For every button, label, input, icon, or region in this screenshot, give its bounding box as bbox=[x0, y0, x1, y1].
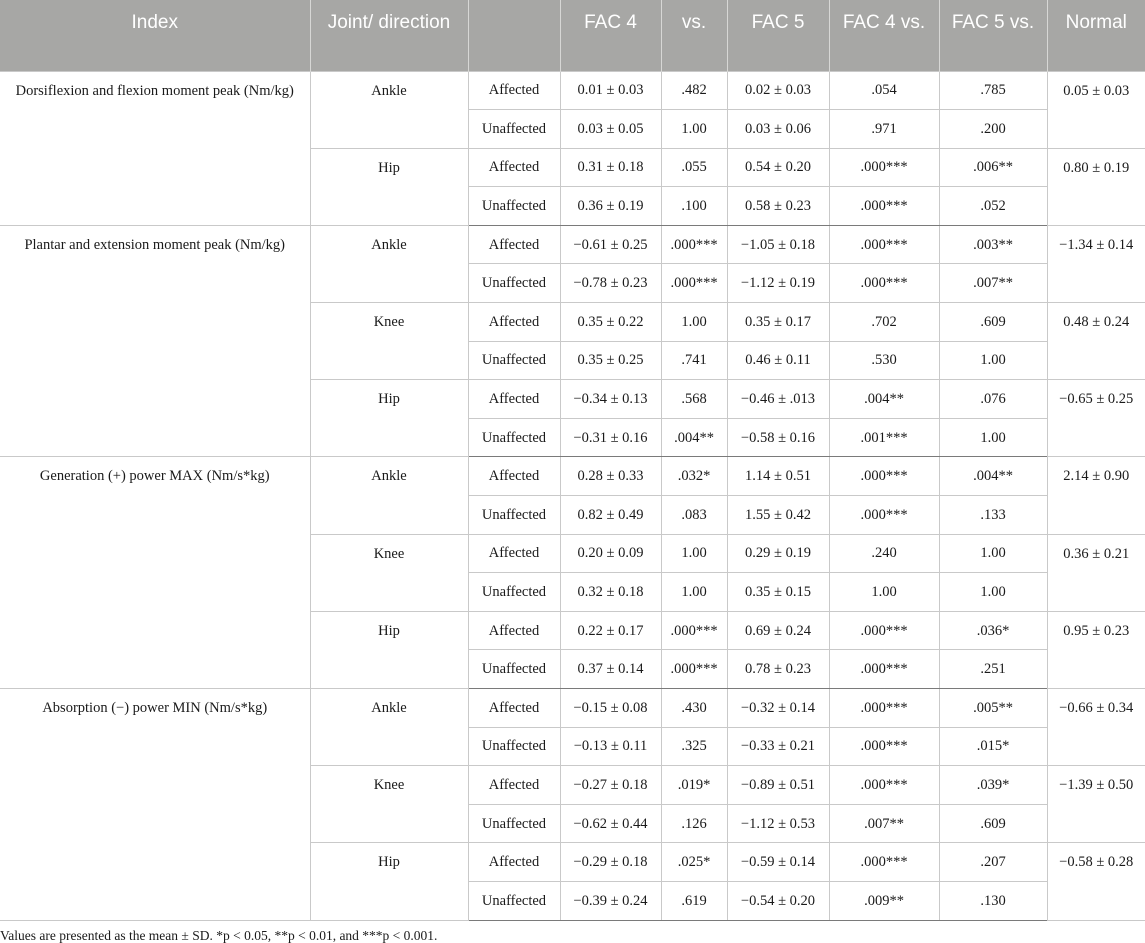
fac5-cell: −0.46 ± .013 bbox=[727, 380, 829, 419]
fac4-cell: −0.31 ± 0.16 bbox=[560, 418, 661, 457]
fac5-vs-cell: 1.00 bbox=[939, 573, 1047, 612]
normal-cell: 0.95 ± 0.23 bbox=[1047, 611, 1145, 688]
header-fac5: FAC 5 bbox=[727, 0, 829, 71]
fac5-vs-cell: .007** bbox=[939, 264, 1047, 303]
vs-cell: .482 bbox=[661, 71, 727, 110]
fac5-cell: 0.69 ± 0.24 bbox=[727, 611, 829, 650]
vs-cell: .430 bbox=[661, 689, 727, 728]
side-cell: Affected bbox=[468, 457, 560, 496]
fac4-vs-cell: .009** bbox=[829, 881, 939, 920]
vs-cell: .032* bbox=[661, 457, 727, 496]
side-cell: Unaffected bbox=[468, 496, 560, 535]
fac4-vs-cell: .000*** bbox=[829, 611, 939, 650]
fac5-vs-cell: .130 bbox=[939, 881, 1047, 920]
side-cell: Unaffected bbox=[468, 804, 560, 843]
vs-cell: .126 bbox=[661, 804, 727, 843]
side-cell: Unaffected bbox=[468, 187, 560, 226]
fac4-vs-cell: .000*** bbox=[829, 727, 939, 766]
fac4-cell: −0.27 ± 0.18 bbox=[560, 766, 661, 805]
table-row bbox=[0, 457, 1145, 496]
header-fac5-vs: FAC 5 vs. bbox=[939, 0, 1047, 71]
normal-cell: −1.34 ± 0.14 bbox=[1047, 225, 1145, 302]
fac4-cell: 0.31 ± 0.18 bbox=[560, 148, 661, 187]
header-side bbox=[468, 0, 560, 71]
fac4-cell: −0.61 ± 0.25 bbox=[560, 225, 661, 264]
fac5-vs-cell: .609 bbox=[939, 303, 1047, 342]
vs-cell: 1.00 bbox=[661, 573, 727, 612]
vs-cell: .083 bbox=[661, 496, 727, 535]
header-normal: Normal bbox=[1047, 0, 1145, 71]
fac4-cell: −0.34 ± 0.13 bbox=[560, 380, 661, 419]
fac4-vs-cell: .000*** bbox=[829, 264, 939, 303]
side-cell: Affected bbox=[468, 689, 560, 728]
index-cell: Dorsiflexion and flexion moment peak (Nm/kg) bbox=[0, 71, 310, 225]
vs-cell: 1.00 bbox=[661, 110, 727, 149]
fac5-cell: 1.55 ± 0.42 bbox=[727, 496, 829, 535]
fac4-cell: −0.78 ± 0.23 bbox=[560, 264, 661, 303]
table-row bbox=[0, 689, 1145, 728]
vs-cell: .000*** bbox=[661, 611, 727, 650]
fac5-cell: −0.54 ± 0.20 bbox=[727, 881, 829, 920]
fac4-vs-cell: .000*** bbox=[829, 843, 939, 882]
side-cell: Unaffected bbox=[468, 573, 560, 612]
fac5-vs-cell: .200 bbox=[939, 110, 1047, 149]
joint-cell: Hip bbox=[310, 843, 468, 920]
vs-cell: 1.00 bbox=[661, 303, 727, 342]
side-cell: Unaffected bbox=[468, 341, 560, 380]
side-cell: Unaffected bbox=[468, 418, 560, 457]
table-body bbox=[0, 71, 1145, 920]
joint-cell: Knee bbox=[310, 766, 468, 843]
vs-cell: .000*** bbox=[661, 225, 727, 264]
header-joint: Joint/ direction bbox=[310, 0, 468, 71]
fac5-cell: 0.35 ± 0.15 bbox=[727, 573, 829, 612]
fac5-vs-cell: .133 bbox=[939, 496, 1047, 535]
index-cell: Generation (+) power MAX (Nm/s*kg) bbox=[0, 457, 310, 689]
vs-cell: .619 bbox=[661, 881, 727, 920]
joint-cell: Ankle bbox=[310, 457, 468, 534]
side-cell: Unaffected bbox=[468, 881, 560, 920]
fac5-cell: 0.46 ± 0.11 bbox=[727, 341, 829, 380]
fac4-vs-cell: .007** bbox=[829, 804, 939, 843]
fac5-vs-cell: .785 bbox=[939, 71, 1047, 110]
vs-cell: .000*** bbox=[661, 264, 727, 303]
fac4-cell: −0.13 ± 0.11 bbox=[560, 727, 661, 766]
fac5-vs-cell: 1.00 bbox=[939, 534, 1047, 573]
fac4-vs-cell: .000*** bbox=[829, 766, 939, 805]
fac5-cell: 1.14 ± 0.51 bbox=[727, 457, 829, 496]
fac5-vs-cell: 1.00 bbox=[939, 341, 1047, 380]
fac4-vs-cell: .000*** bbox=[829, 187, 939, 226]
fac4-cell: 0.22 ± 0.17 bbox=[560, 611, 661, 650]
fac4-vs-cell: .000*** bbox=[829, 457, 939, 496]
fac5-vs-cell: .006** bbox=[939, 148, 1047, 187]
side-cell: Affected bbox=[468, 380, 560, 419]
fac4-vs-cell: .000*** bbox=[829, 496, 939, 535]
fac4-cell: −0.15 ± 0.08 bbox=[560, 689, 661, 728]
normal-cell: 2.14 ± 0.90 bbox=[1047, 457, 1145, 534]
fac5-cell: −1.12 ± 0.19 bbox=[727, 264, 829, 303]
normal-cell: 0.48 ± 0.24 bbox=[1047, 303, 1145, 380]
joint-cell: Ankle bbox=[310, 689, 468, 766]
fac5-cell: 0.54 ± 0.20 bbox=[727, 148, 829, 187]
side-cell: Unaffected bbox=[468, 727, 560, 766]
side-cell: Affected bbox=[468, 766, 560, 805]
fac5-vs-cell: 1.00 bbox=[939, 418, 1047, 457]
joint-cell: Hip bbox=[310, 380, 468, 457]
side-cell: Affected bbox=[468, 148, 560, 187]
index-cell: Absorption (−) power MIN (Nm/s*kg) bbox=[0, 689, 310, 921]
vs-cell: .325 bbox=[661, 727, 727, 766]
joint-cell: Knee bbox=[310, 534, 468, 611]
table-row bbox=[0, 225, 1145, 264]
fac4-cell: 0.37 ± 0.14 bbox=[560, 650, 661, 689]
fac5-vs-cell: .039* bbox=[939, 766, 1047, 805]
vs-cell: .019* bbox=[661, 766, 727, 805]
side-cell: Affected bbox=[468, 225, 560, 264]
joint-cell: Ankle bbox=[310, 71, 468, 148]
vs-cell: .568 bbox=[661, 380, 727, 419]
fac5-vs-cell: .005** bbox=[939, 689, 1047, 728]
normal-cell: 0.05 ± 0.03 bbox=[1047, 71, 1145, 148]
fac5-vs-cell: .004** bbox=[939, 457, 1047, 496]
fac5-vs-cell: .207 bbox=[939, 843, 1047, 882]
fac5-cell: −1.05 ± 0.18 bbox=[727, 225, 829, 264]
header-fac4-vs: FAC 4 vs. bbox=[829, 0, 939, 71]
vs-cell: .004** bbox=[661, 418, 727, 457]
side-cell: Unaffected bbox=[468, 264, 560, 303]
fac5-cell: 0.02 ± 0.03 bbox=[727, 71, 829, 110]
fac5-cell: −1.12 ± 0.53 bbox=[727, 804, 829, 843]
header-row bbox=[0, 0, 1145, 71]
fac5-vs-cell: .251 bbox=[939, 650, 1047, 689]
fac5-cell: 0.78 ± 0.23 bbox=[727, 650, 829, 689]
fac5-cell: −0.58 ± 0.16 bbox=[727, 418, 829, 457]
fac4-vs-cell: .000*** bbox=[829, 225, 939, 264]
fac5-cell: 0.03 ± 0.06 bbox=[727, 110, 829, 149]
joint-cell: Ankle bbox=[310, 225, 468, 302]
fac4-cell: 0.28 ± 0.33 bbox=[560, 457, 661, 496]
fac4-vs-cell: .971 bbox=[829, 110, 939, 149]
fac5-cell: −0.89 ± 0.51 bbox=[727, 766, 829, 805]
fac4-cell: −0.29 ± 0.18 bbox=[560, 843, 661, 882]
side-cell: Affected bbox=[468, 843, 560, 882]
fac4-vs-cell: .702 bbox=[829, 303, 939, 342]
index-cell: Plantar and extension moment peak (Nm/kg) bbox=[0, 225, 310, 457]
normal-cell: −0.66 ± 0.34 bbox=[1047, 689, 1145, 766]
normal-cell: 0.36 ± 0.21 bbox=[1047, 534, 1145, 611]
joint-cell: Knee bbox=[310, 303, 468, 380]
header-index: Index bbox=[0, 0, 310, 71]
fac4-vs-cell: 1.00 bbox=[829, 573, 939, 612]
side-cell: Affected bbox=[468, 611, 560, 650]
fac4-vs-cell: .000*** bbox=[829, 689, 939, 728]
fac5-cell: 0.58 ± 0.23 bbox=[727, 187, 829, 226]
fac4-cell: 0.82 ± 0.49 bbox=[560, 496, 661, 535]
fac4-cell: 0.35 ± 0.25 bbox=[560, 341, 661, 380]
fac4-cell: 0.01 ± 0.03 bbox=[560, 71, 661, 110]
normal-cell: 0.80 ± 0.19 bbox=[1047, 148, 1145, 225]
table-row bbox=[0, 71, 1145, 110]
fac4-vs-cell: .001*** bbox=[829, 418, 939, 457]
fac4-vs-cell: .240 bbox=[829, 534, 939, 573]
fac4-vs-cell: .530 bbox=[829, 341, 939, 380]
fac5-vs-cell: .609 bbox=[939, 804, 1047, 843]
fac5-vs-cell: .036* bbox=[939, 611, 1047, 650]
fac4-cell: 0.36 ± 0.19 bbox=[560, 187, 661, 226]
normal-cell: −0.65 ± 0.25 bbox=[1047, 380, 1145, 457]
fac5-vs-cell: .052 bbox=[939, 187, 1047, 226]
fac4-vs-cell: .000*** bbox=[829, 650, 939, 689]
fac5-cell: −0.59 ± 0.14 bbox=[727, 843, 829, 882]
fac5-cell: 0.35 ± 0.17 bbox=[727, 303, 829, 342]
fac5-cell: −0.33 ± 0.21 bbox=[727, 727, 829, 766]
vs-cell: 1.00 bbox=[661, 534, 727, 573]
joint-cell: Hip bbox=[310, 148, 468, 225]
side-cell: Affected bbox=[468, 71, 560, 110]
side-cell: Affected bbox=[468, 303, 560, 342]
table-footnote: Values are presented as the mean ± SD. *p < 0.05, **p < 0.01, and ***p < 0.001. bbox=[0, 928, 438, 943]
vs-cell: .100 bbox=[661, 187, 727, 226]
vs-cell: .025* bbox=[661, 843, 727, 882]
joint-cell: Hip bbox=[310, 611, 468, 688]
fac5-vs-cell: .003** bbox=[939, 225, 1047, 264]
side-cell: Unaffected bbox=[468, 650, 560, 689]
header-vs: vs. bbox=[661, 0, 727, 71]
fac5-cell: 0.29 ± 0.19 bbox=[727, 534, 829, 573]
table-header bbox=[0, 0, 1145, 71]
normal-cell: −1.39 ± 0.50 bbox=[1047, 766, 1145, 843]
fac4-cell: −0.39 ± 0.24 bbox=[560, 881, 661, 920]
fac4-cell: −0.62 ± 0.44 bbox=[560, 804, 661, 843]
fac4-vs-cell: .004** bbox=[829, 380, 939, 419]
vs-cell: .000*** bbox=[661, 650, 727, 689]
side-cell: Unaffected bbox=[468, 110, 560, 149]
fac4-vs-cell: .054 bbox=[829, 71, 939, 110]
vs-cell: .055 bbox=[661, 148, 727, 187]
fac5-vs-cell: .076 bbox=[939, 380, 1047, 419]
fac4-vs-cell: .000*** bbox=[829, 148, 939, 187]
vs-cell: .741 bbox=[661, 341, 727, 380]
header-fac4: FAC 4 bbox=[560, 0, 661, 71]
fac5-cell: −0.32 ± 0.14 bbox=[727, 689, 829, 728]
fac4-cell: 0.03 ± 0.05 bbox=[560, 110, 661, 149]
normal-cell: −0.58 ± 0.28 bbox=[1047, 843, 1145, 920]
fac4-cell: 0.35 ± 0.22 bbox=[560, 303, 661, 342]
fac4-cell: 0.20 ± 0.09 bbox=[560, 534, 661, 573]
fac4-cell: 0.32 ± 0.18 bbox=[560, 573, 661, 612]
fac5-vs-cell: .015* bbox=[939, 727, 1047, 766]
side-cell: Affected bbox=[468, 534, 560, 573]
